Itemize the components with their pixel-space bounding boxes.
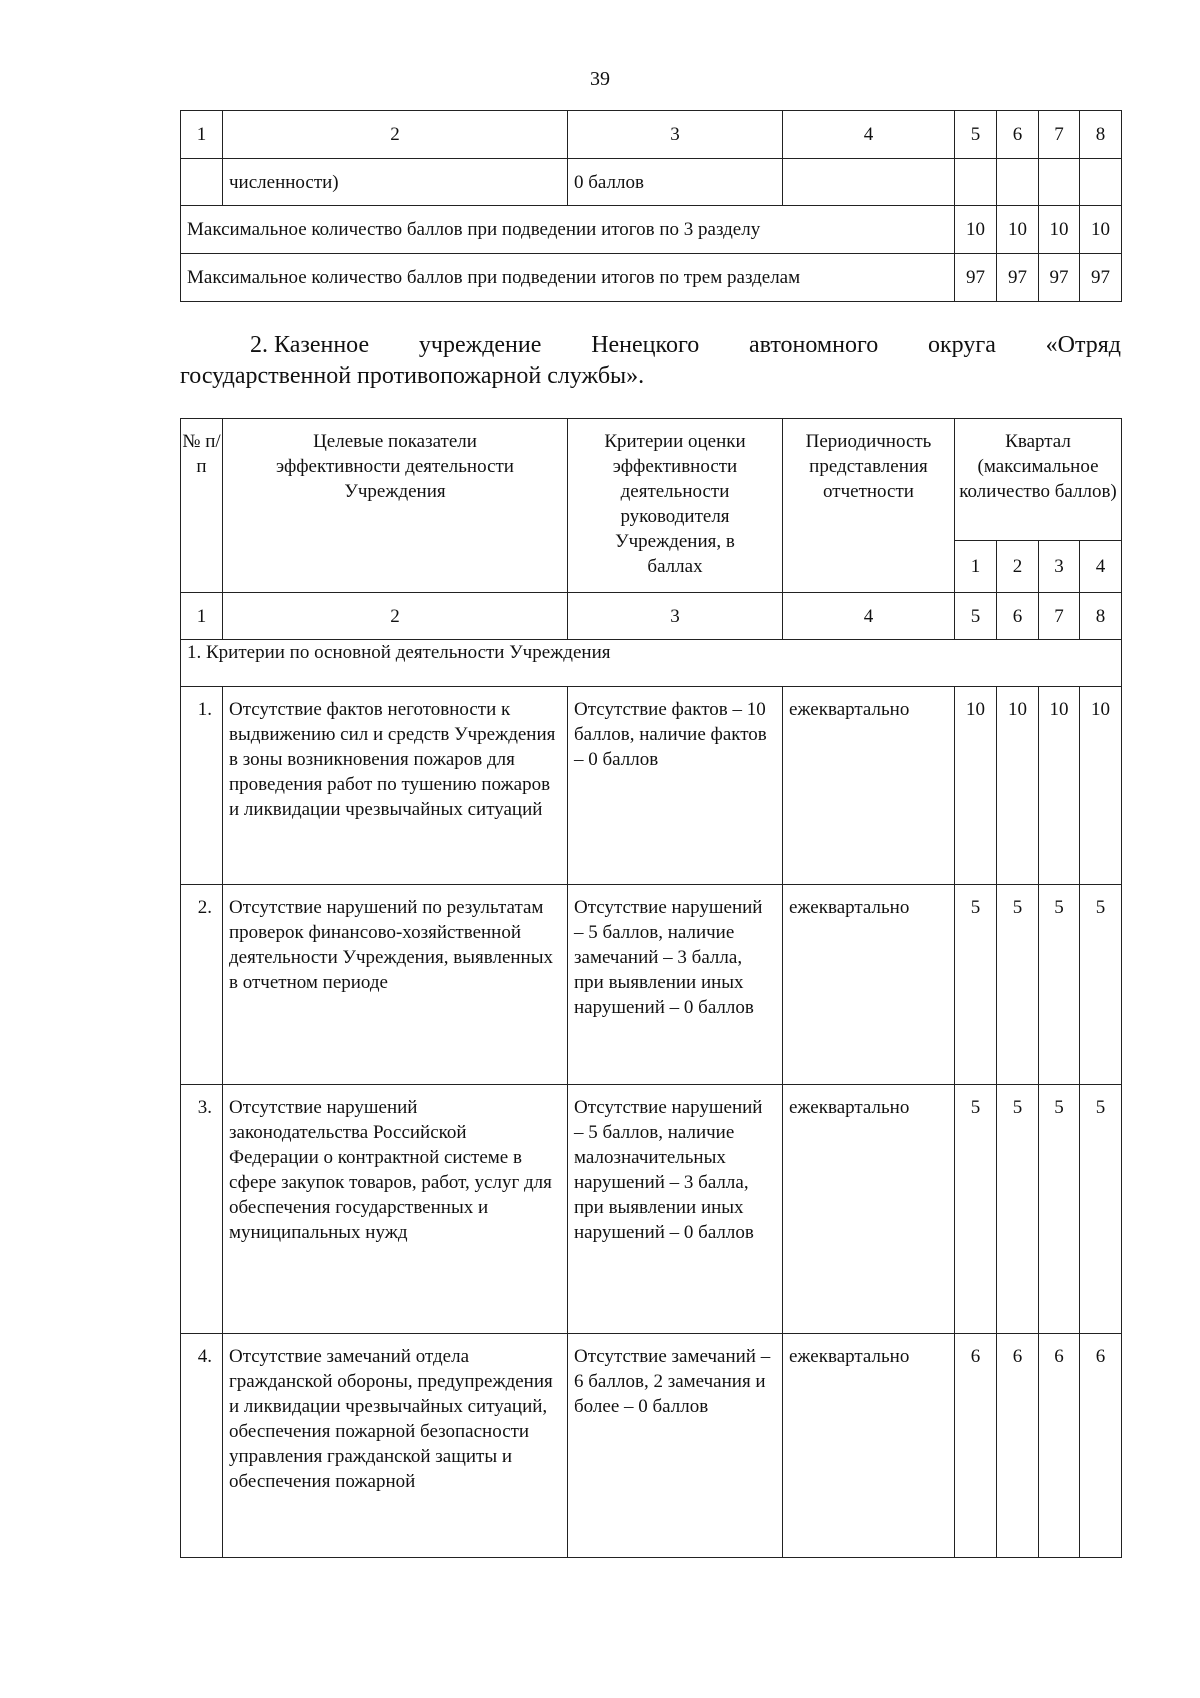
table-row <box>181 885 1122 1085</box>
max-score-label: Максимальное количество баллов при подведении итогов по трем разделам <box>181 254 955 302</box>
heading-line-2: государственной противопожарной службы». <box>180 363 645 389</box>
header-row <box>181 419 1122 541</box>
score: 10 <box>955 206 997 254</box>
max-score-row-total <box>181 254 1122 302</box>
row-criteria: Отсутствие замечаний – 6 баллов, 2 замечания и более – 0 баллов <box>568 1334 783 1558</box>
col-number: 1 <box>181 593 223 640</box>
row-indicator: Отсутствие нарушений по результатам проверок финансово-хозяйственной деятельности Учреждения, выявленных в отчетном периоде <box>223 885 568 1085</box>
score: 5 <box>1039 885 1080 1085</box>
table-row <box>181 1334 1122 1558</box>
heading-word: Ненецкого <box>591 332 700 358</box>
quarter-number: 1 <box>955 541 997 593</box>
row-criteria: Отсутствие нарушений – 5 баллов, наличие замечаний – 3 балла, при выявлении иных нарушений – 0 баллов <box>568 885 783 1085</box>
heading-word: «Отряд <box>1045 332 1121 358</box>
row-number: 4. <box>181 1334 223 1558</box>
col-number: 8 <box>1080 593 1122 640</box>
score: 5 <box>1080 1085 1122 1334</box>
col-number: 2 <box>223 593 568 640</box>
score: 6 <box>1039 1334 1080 1558</box>
score: 97 <box>955 254 997 302</box>
header-quarter: Квартал (максимальное количество баллов) <box>955 419 1122 541</box>
heading-word: 2. Казенное <box>250 332 370 358</box>
score: 5 <box>1080 885 1122 1085</box>
row-indicator: Отсутствие замечаний отдела гражданской обороны, предупреждения и ликвидации чрезвычайных ситуаций, обеспечения пожарной безопасности управления гражданской защиты и обеспечения пожарной <box>223 1334 568 1558</box>
row-criteria: Отсутствие нарушений – 5 баллов, наличие малозначительных нарушений – 3 балла, при выявлении иных нарушений – 0 баллов <box>568 1085 783 1334</box>
heading-word: округа <box>928 332 996 358</box>
col-number: 6 <box>997 111 1039 159</box>
quarter-number: 2 <box>997 541 1039 593</box>
score: 6 <box>997 1334 1039 1558</box>
col-number: 4 <box>783 111 955 159</box>
col-number: 7 <box>1039 593 1080 640</box>
section-title: 1. Критерии по основной деятельности Учреждения <box>181 640 1122 687</box>
score: 10 <box>1080 687 1122 885</box>
score: 5 <box>955 885 997 1085</box>
table-row <box>181 687 1122 885</box>
row-number: 2. <box>181 885 223 1085</box>
score: 10 <box>997 206 1039 254</box>
row-period: ежеквартально <box>783 687 955 885</box>
row-period: ежеквартально <box>783 1334 955 1558</box>
col-number: 6 <box>997 593 1039 640</box>
continuation-table <box>180 110 1122 302</box>
column-number-row <box>181 593 1122 640</box>
row-number: 1. <box>181 687 223 885</box>
col-number: 4 <box>783 593 955 640</box>
heading-word: автономного <box>748 332 879 358</box>
score: 10 <box>1039 687 1080 885</box>
row-criteria: Отсутствие фактов – 10 баллов, наличие фактов – 0 баллов <box>568 687 783 885</box>
col-number: 1 <box>181 111 223 159</box>
row-period: ежеквартально <box>783 885 955 1085</box>
col-number: 7 <box>1039 111 1080 159</box>
score: 10 <box>955 687 997 885</box>
score: 97 <box>1080 254 1122 302</box>
header-indicators: Целевые показатели эффективности деятельности Учреждения <box>223 419 568 593</box>
cell-indicator: численности) <box>223 159 568 206</box>
score: 5 <box>955 1085 997 1334</box>
heading-word: учреждение <box>418 332 542 358</box>
header-period: Периодичность представления отчетности <box>783 419 955 593</box>
score: 10 <box>1039 206 1080 254</box>
score: 10 <box>1080 206 1122 254</box>
row-indicator: Отсутствие нарушений законодательства Российской Федерации о контрактной системе в сфере закупок товаров, работ, услуг для обеспечения государственных и муниципальных нужд <box>223 1085 568 1334</box>
score: 5 <box>1039 1085 1080 1334</box>
col-number: 5 <box>955 593 997 640</box>
table-row <box>181 1085 1122 1334</box>
cell-criteria: 0 баллов <box>568 159 783 206</box>
row-indicator: Отсутствие фактов неготовности к выдвижению сил и средств Учреждения в зоны возникновения пожаров для проведения работ по тушению пожаров и ликвидации чрезвычайных ситуаций <box>223 687 568 885</box>
score: 6 <box>1080 1334 1122 1558</box>
row-number: 3. <box>181 1085 223 1334</box>
score: 6 <box>955 1334 997 1558</box>
table-row <box>181 159 1122 206</box>
score: 10 <box>997 687 1039 885</box>
header-num: № п/п <box>181 419 223 593</box>
score: 97 <box>1039 254 1080 302</box>
col-number: 3 <box>568 593 783 640</box>
col-number: 2 <box>223 111 568 159</box>
quarter-number: 4 <box>1080 541 1122 593</box>
quarter-number: 3 <box>1039 541 1080 593</box>
row-period: ежеквартально <box>783 1085 955 1334</box>
score: 5 <box>997 1085 1039 1334</box>
score: 97 <box>997 254 1039 302</box>
col-number: 8 <box>1080 111 1122 159</box>
page-number: 39 <box>590 68 610 90</box>
section-row <box>181 640 1122 687</box>
header-criteria: Критерии оценки эффективности деятельности руководителя Учреждения, в баллах <box>568 419 783 593</box>
indicators-table <box>180 418 1122 1558</box>
max-score-label: Максимальное количество баллов при подведении итогов по 3 разделу <box>181 206 955 254</box>
col-number: 5 <box>955 111 997 159</box>
col-number: 3 <box>568 111 783 159</box>
section-heading <box>180 330 1121 392</box>
score: 5 <box>997 885 1039 1085</box>
column-number-row <box>181 111 1122 159</box>
max-score-row-section3 <box>181 206 1122 254</box>
